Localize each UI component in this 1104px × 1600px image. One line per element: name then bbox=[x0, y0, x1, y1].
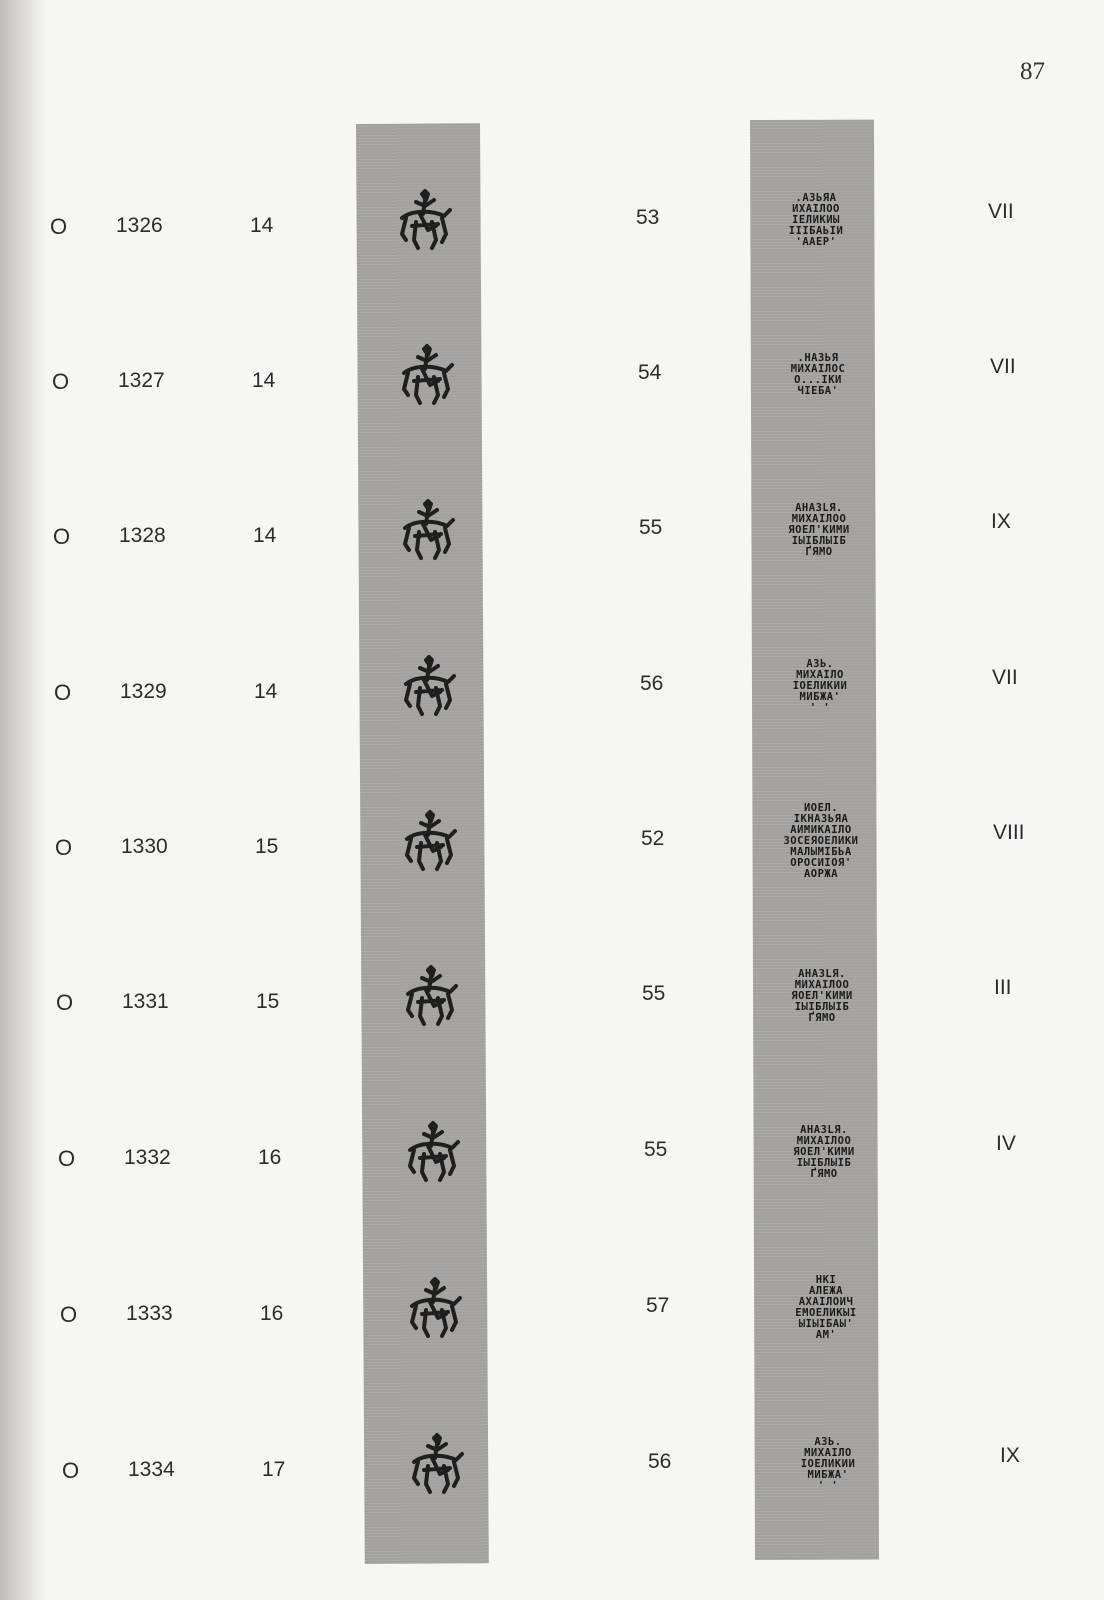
row-mark: О bbox=[54, 680, 72, 705]
row-mark: О bbox=[52, 369, 70, 394]
inscription-legend: НКІ АЛЕЖА АХАІЛОИЧ ЕМОЕЛИКЫІ ЫІЫІБАЫ' АМ' bbox=[795, 1274, 857, 1341]
rider-obverse-image bbox=[394, 343, 458, 413]
row-mark: О bbox=[62, 1458, 80, 1483]
row-mark: О bbox=[60, 1302, 78, 1327]
row-reverse-weight: 56 bbox=[640, 672, 664, 695]
page-number: 87 bbox=[1020, 58, 1045, 85]
catalogue-row bbox=[0, 152, 1104, 312]
inscription-legend: АНАЗLЯ. МИХАІЛОО ЯОЕЛ'КИМИ ІЫІБЛЫІБ ҐЯМО bbox=[793, 1123, 855, 1180]
row-grade: VII bbox=[992, 666, 1018, 689]
row-mark: О bbox=[53, 524, 71, 549]
rider-obverse-image bbox=[392, 188, 456, 258]
rider-obverse-image bbox=[402, 1276, 466, 1346]
row-id: 1330 bbox=[121, 835, 168, 858]
inscription-reverse-image bbox=[778, 1260, 874, 1356]
inscription-reverse-image bbox=[776, 1104, 872, 1200]
row-reverse-weight: 54 bbox=[638, 361, 662, 384]
row-id: 1334 bbox=[128, 1458, 175, 1481]
row-id: 1333 bbox=[126, 1302, 173, 1325]
row-weight: 14 bbox=[254, 680, 278, 703]
row-reverse-weight: 56 bbox=[648, 1450, 672, 1473]
rider-obverse-image bbox=[398, 964, 462, 1034]
row-id: 1332 bbox=[124, 1146, 171, 1169]
row-weight: 15 bbox=[255, 835, 279, 858]
row-weight: 14 bbox=[250, 214, 274, 237]
row-grade: III bbox=[994, 976, 1012, 999]
row-weight: 17 bbox=[262, 1458, 286, 1481]
row-reverse-weight: 53 bbox=[636, 206, 660, 229]
inscription-reverse-image bbox=[773, 793, 869, 889]
catalogue-row bbox=[6, 928, 1104, 1088]
row-weight: 16 bbox=[260, 1302, 284, 1325]
inscription-reverse-image bbox=[770, 327, 866, 423]
inscription-reverse-image bbox=[768, 172, 864, 268]
inscription-legend: АНАЗLЯ. МИХАІЛОО ЯОЕЛ'КИМИ ІЫІБЛЫІБ ҐЯМО bbox=[791, 967, 853, 1024]
row-mark: О bbox=[56, 990, 74, 1015]
inscription-legend: ИОЕЛ. ІКНАЗЬЯА АИМИКАІЛО ЗОСЕЯОЕЛИКИ МАЛЫМІБЬА ОРОСИІОЯ' АОРЖА bbox=[783, 801, 859, 880]
inscription-legend: АНАЗLЯ. МИХАІЛОО ЯОЕЛ'КИМИ ІЫІБЛЫІБ ҐЯМО bbox=[788, 501, 850, 558]
row-reverse-weight: 55 bbox=[639, 516, 663, 539]
inscription-reverse-image bbox=[772, 638, 868, 734]
inscription-legend: АЗЬ. МИХАІЛО ІОЕЛИКИИ МИБЖА' ' ' bbox=[800, 1435, 856, 1492]
row-id: 1327 bbox=[118, 369, 165, 392]
catalogue-row bbox=[12, 1396, 1104, 1556]
row-weight: 15 bbox=[256, 990, 280, 1013]
inscription-reverse-image bbox=[780, 1416, 876, 1512]
row-grade: VII bbox=[990, 355, 1016, 378]
inscription-legend: .НАЗЬЯ МИХАІЛОС О...ІКИ ЧІЕБА' bbox=[790, 352, 846, 397]
catalogue-row bbox=[5, 773, 1104, 933]
row-grade: IX bbox=[1000, 1444, 1020, 1467]
inscription-reverse-image bbox=[774, 948, 870, 1044]
row-mark: О bbox=[58, 1146, 76, 1171]
row-grade: IX bbox=[991, 510, 1011, 533]
row-grade: IV bbox=[996, 1132, 1016, 1155]
rider-obverse-image bbox=[395, 498, 459, 568]
rider-obverse-image bbox=[397, 809, 461, 879]
inscription-legend: .АЗЬЯА ИХАІЛОО ІЕЛИКИЫ ІІІБАЬІИ 'ААЕР' bbox=[788, 191, 844, 248]
rider-obverse-image bbox=[404, 1432, 468, 1502]
row-weight: 16 bbox=[258, 1146, 282, 1169]
row-id: 1328 bbox=[119, 524, 166, 547]
row-grade: VII bbox=[988, 200, 1014, 223]
row-reverse-weight: 55 bbox=[644, 1138, 668, 1161]
rider-obverse-image bbox=[400, 1120, 464, 1190]
rider-obverse-image bbox=[396, 654, 460, 724]
row-mark: О bbox=[55, 835, 73, 860]
inscription-reverse-image bbox=[771, 482, 867, 578]
row-reverse-weight: 57 bbox=[646, 1294, 670, 1317]
catalogue-row bbox=[3, 462, 1104, 622]
row-grade: VIII bbox=[993, 821, 1025, 844]
catalogue-row bbox=[2, 307, 1104, 467]
row-id: 1329 bbox=[120, 680, 167, 703]
row-weight: 14 bbox=[252, 369, 276, 392]
row-id: 1331 bbox=[122, 990, 169, 1013]
row-reverse-weight: 55 bbox=[642, 982, 666, 1005]
row-weight: 14 bbox=[253, 524, 277, 547]
catalogue-row bbox=[4, 618, 1104, 778]
row-mark: О bbox=[50, 214, 68, 239]
inscription-legend: АЗЬ. МИХАІЛО ІОЕЛИКИИ МИБЖА' ' ' bbox=[792, 657, 848, 714]
row-reverse-weight: 52 bbox=[641, 827, 665, 850]
catalogue-row bbox=[8, 1084, 1104, 1244]
catalogue-row bbox=[10, 1240, 1104, 1400]
row-id: 1326 bbox=[116, 214, 163, 237]
